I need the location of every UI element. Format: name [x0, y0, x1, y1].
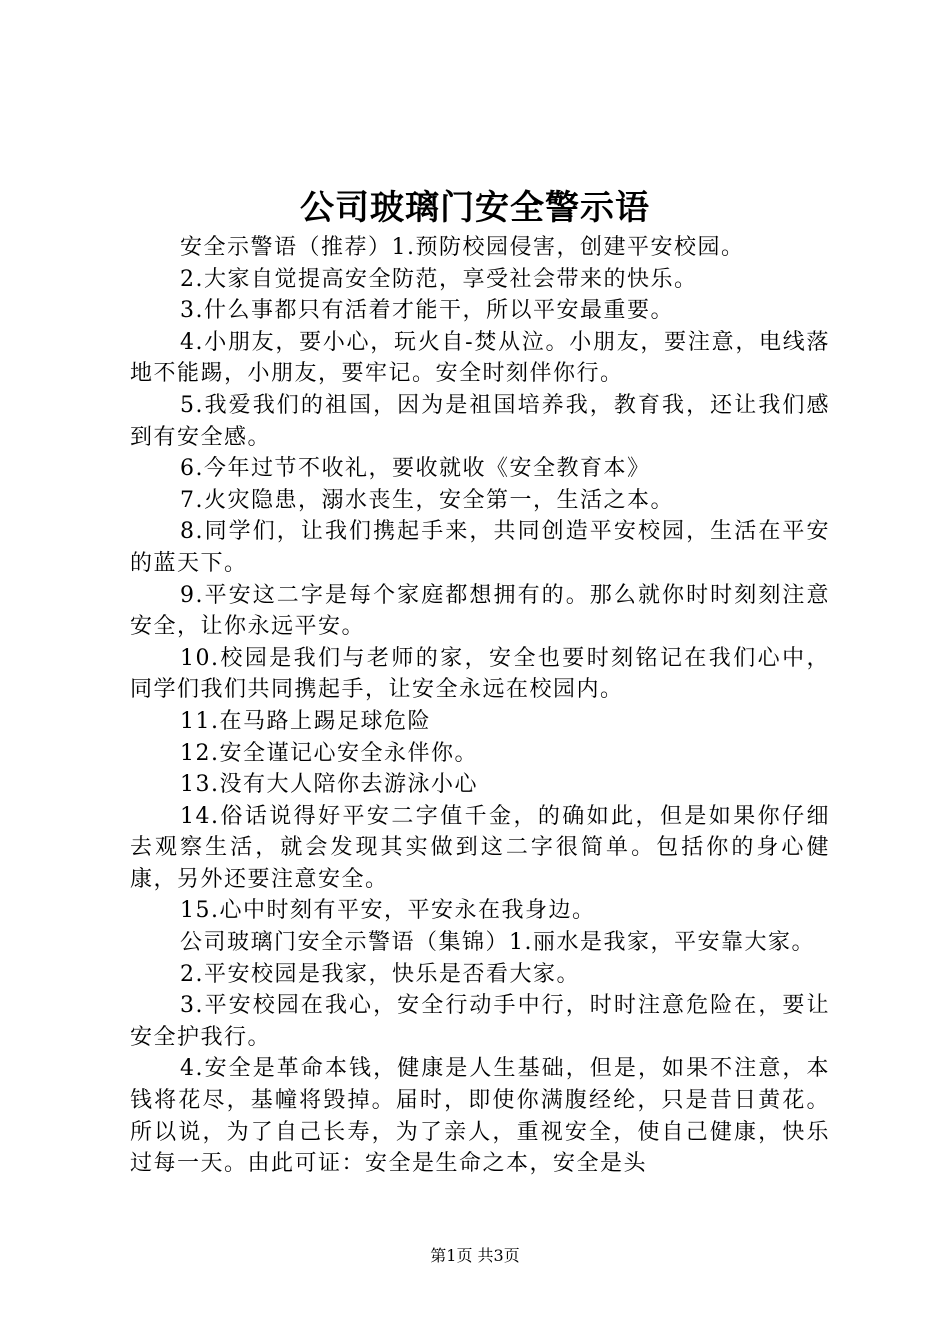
paragraph: 8.同学们，让我们携起手来，共同创造平安校园，生活在平安的蓝天下。: [130, 519, 830, 576]
paragraph: 11.在马路上踢足球危险: [180, 708, 431, 734]
paragraph: 公司玻璃门安全示警语（集锦）1.丽水是我家，平安靠大家。: [180, 930, 815, 956]
paragraph: 14.俗话说得好平安二字值千金，的确如此，但是如果你仔细去观察生活，就会发现其实做到这二字很简单。包括你的身心健康，另外还要注意安全。: [130, 803, 830, 892]
paragraph: 10.校园是我们与老师的家，安全也要时刻铭记在我们心中，同学们我们共同携起手，让安全永远在校园内。: [130, 645, 830, 703]
paragraph: 9.平安这二字是每个家庭都想拥有的。那么就你时时刻刻注意安全，让你永远平安。: [130, 582, 830, 640]
document-body: [130, 232, 830, 1180]
paragraph: 3.平安校园在我心，安全行动手中行，时时注意危险在，要让安全护我行。: [130, 993, 830, 1050]
paragraph: 2.平安校园是我家，快乐是否看大家。: [180, 961, 580, 987]
paragraph: 4.小朋友，要小心，玩火自-焚从泣。小朋友，要注意，电线落地不能踢，小朋友，要牢记。安全时刻伴你行。: [130, 329, 830, 387]
paragraph: 4.安全是革命本钱，健康是人生基础，但是，如果不注意，本钱将花尽，基幢将毁掉。届时，即使你满腹经纶，只是昔日黄花。所以说，为了自己长寿，为了亲人，重视安全，使自己健康，快乐过每一天。由此可证：安全是生命之本，安全是头: [130, 1056, 830, 1177]
paragraph: 6.今年过节不收礼，要收就收《安全教育本》: [180, 456, 651, 482]
paragraph: 13.没有大人陪你去游泳小心: [180, 772, 478, 798]
paragraph: 12.安全谨记心安全永伴你。: [180, 740, 478, 766]
paragraph: 15.心中时刻有平安，平安永在我身边。: [180, 898, 596, 924]
paragraph: 2.大家自觉提高安全防范，享受社会带来的快乐。: [180, 266, 698, 292]
document-title: 公司玻璃门安全警示语: [300, 188, 650, 228]
paragraph: 5.我爱我们的祖国，因为是祖国培养我，教育我，还让我们感到有安全感。: [130, 392, 830, 450]
page-footer: [0, 1244, 950, 1268]
paragraph: 安全示警语（推荐）1.预防校园侵害，创建平安校园。: [180, 235, 745, 260]
paragraph: 7.火灾隐患，溺水丧生，安全第一，生活之本。: [180, 487, 674, 513]
paragraph: 3.什么事都只有活着才能干，所以平安最重要。: [180, 298, 674, 324]
page-number: 第1页 共3页: [430, 1246, 520, 1265]
